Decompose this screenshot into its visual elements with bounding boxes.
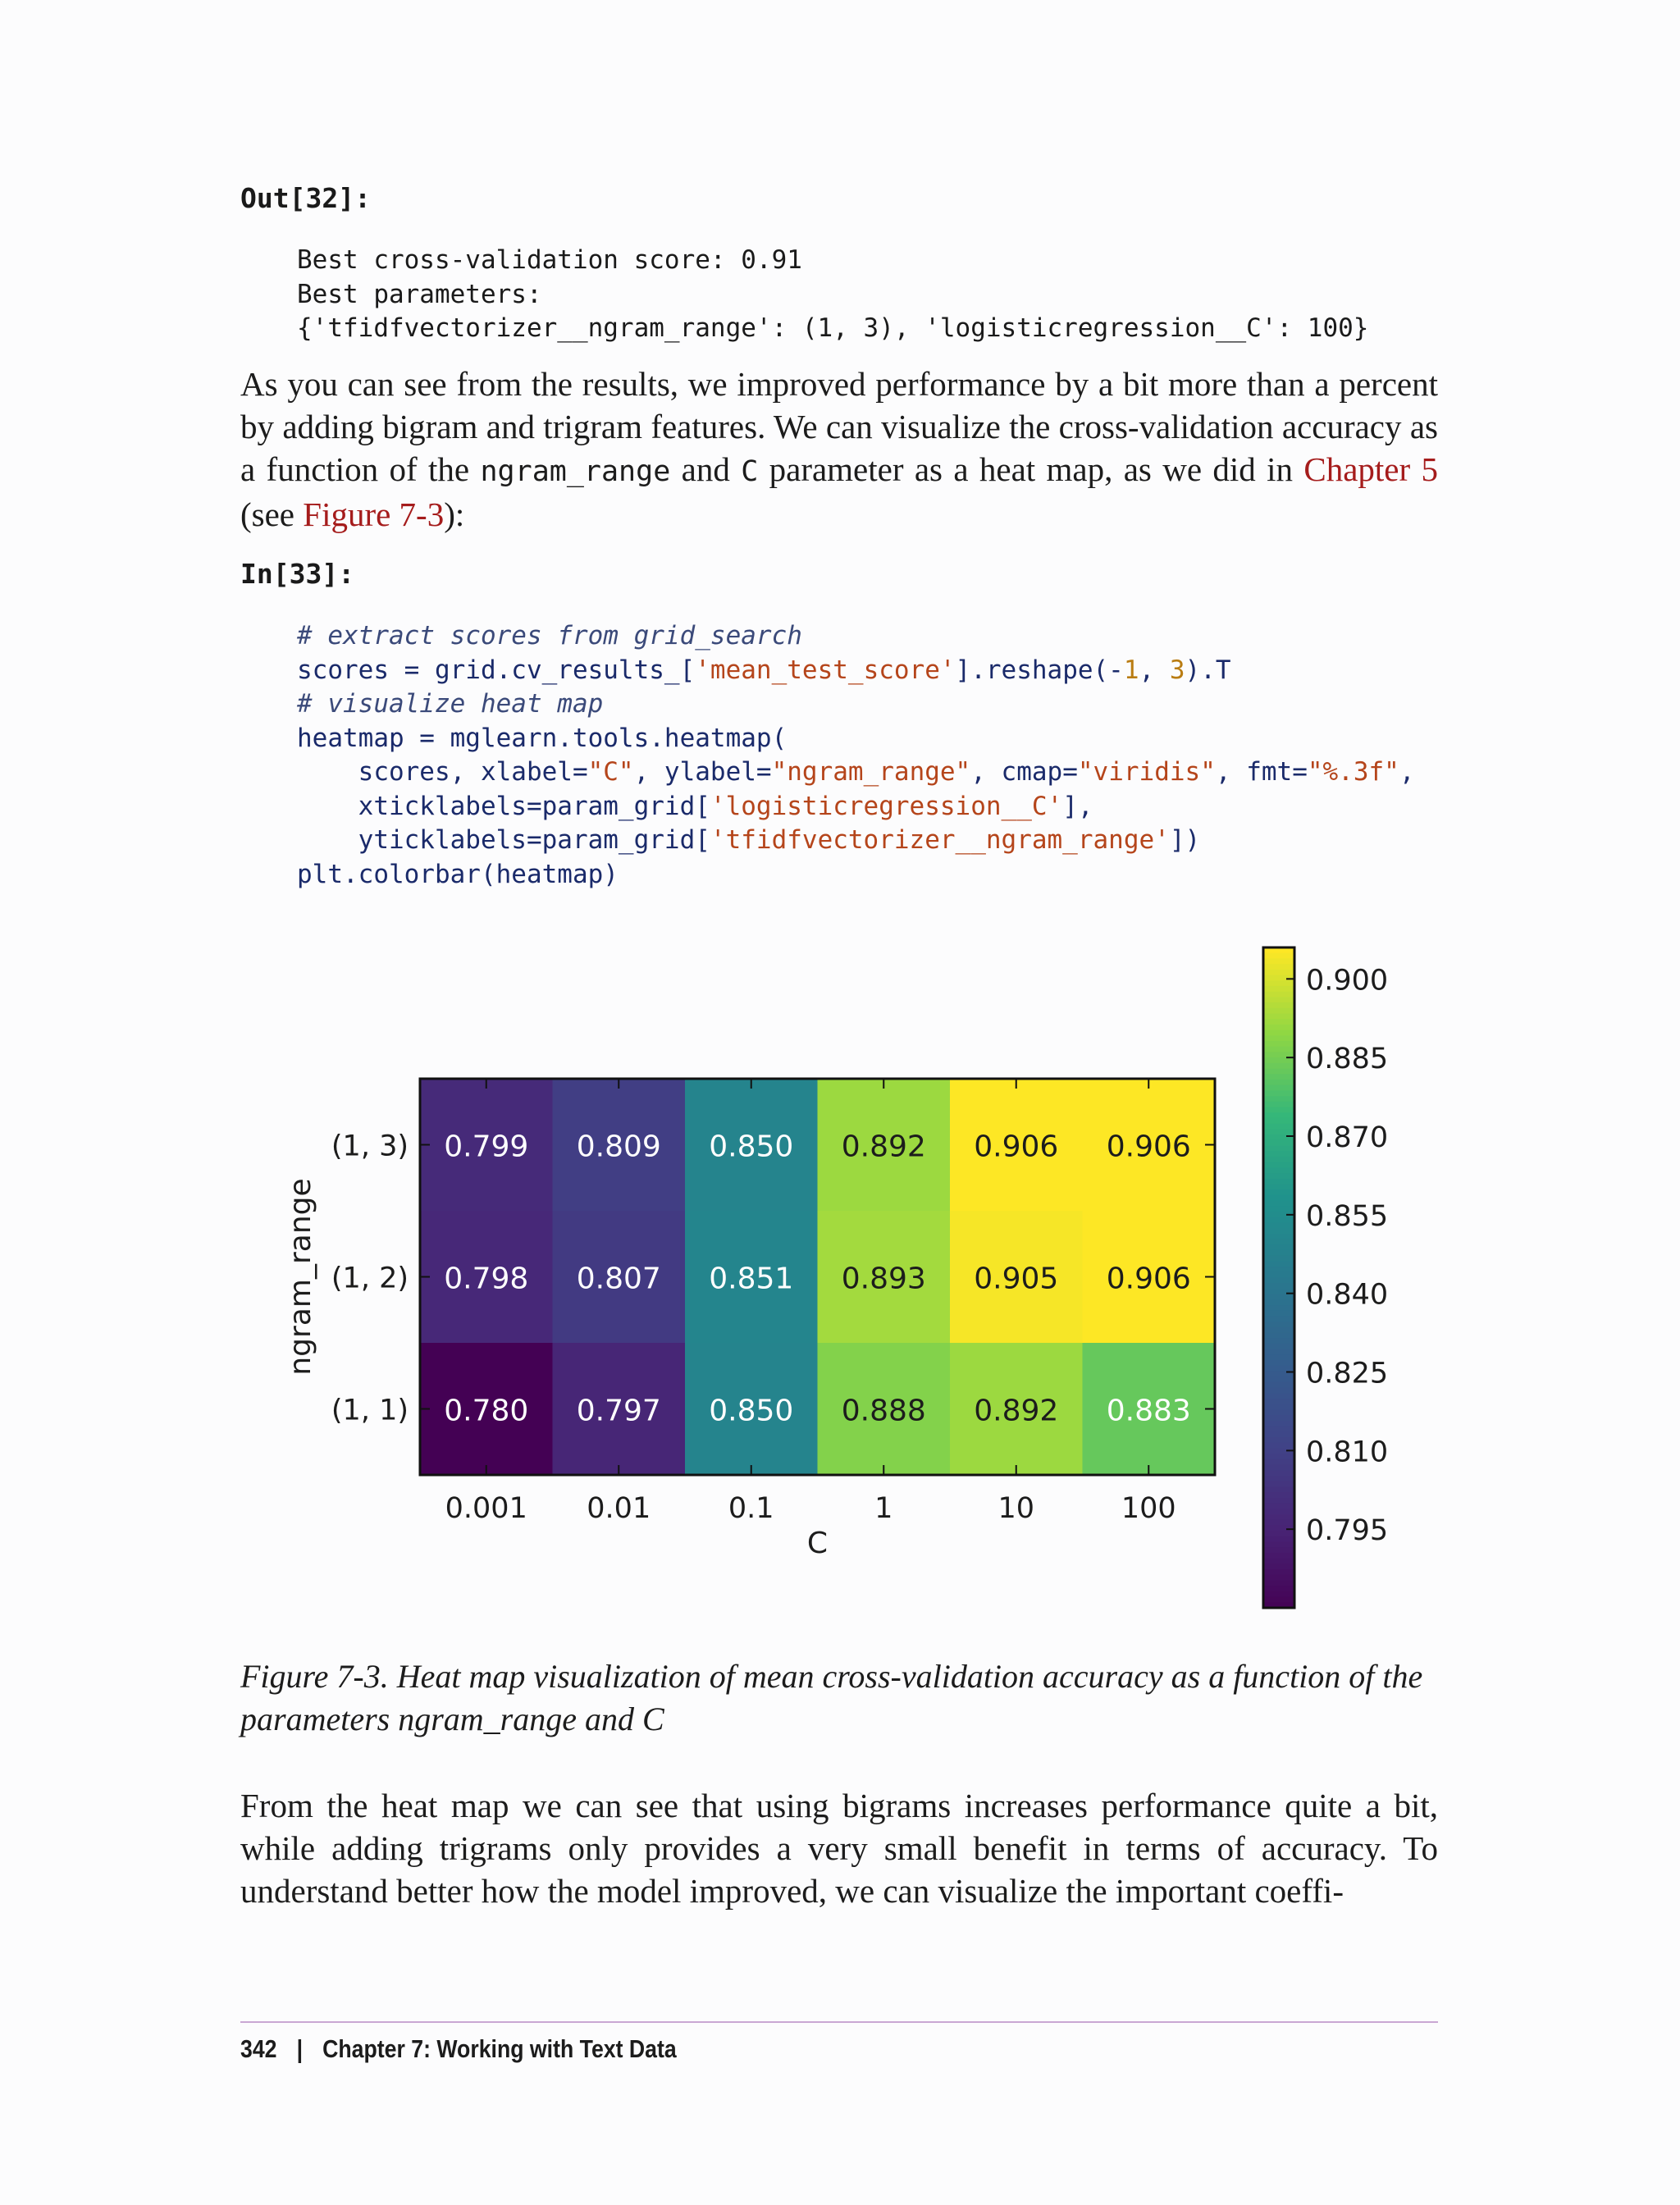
chapter-5-link[interactable]: Chapter 5: [1303, 450, 1438, 488]
colorbar-segment: [1263, 1399, 1294, 1405]
colorbar-segment: [1263, 1431, 1294, 1438]
colorbar-segment: [1263, 1559, 1294, 1565]
colorbar-segment: [1263, 1272, 1294, 1279]
y-tick-label: (1, 1): [331, 1394, 409, 1427]
colorbar-segment: [1263, 1597, 1294, 1604]
colorbar-tick-label: 0.870: [1306, 1121, 1389, 1154]
colorbar-segment: [1263, 1542, 1294, 1549]
colorbar-segment: [1263, 1030, 1294, 1037]
cell-value-label: 0.883: [1106, 1394, 1191, 1428]
colorbar-segment: [1263, 1486, 1294, 1493]
colorbar-segment: [1263, 1366, 1294, 1372]
y-axis-label: ngram_range: [284, 1178, 317, 1376]
cell-value-label: 0.809: [576, 1130, 661, 1164]
cell-value-label: 0.780: [444, 1394, 529, 1428]
colorbar-segment: [1263, 1509, 1294, 1515]
inline-code: C: [741, 455, 759, 488]
colorbar-segment: [1263, 1063, 1294, 1070]
colorbar-segment: [1263, 1415, 1294, 1422]
colorbar-segment: [1263, 1531, 1294, 1537]
colorbar-segment: [1263, 1201, 1294, 1208]
output-prompt-label: Out[32]:: [240, 182, 371, 214]
colorbar-segment: [1263, 986, 1294, 993]
code-string: "viridis": [1077, 757, 1216, 787]
code-number: 3: [1169, 655, 1185, 685]
y-tick-label: (1, 2): [331, 1262, 409, 1295]
code-text: scores = grid.cv_results_[: [297, 655, 696, 685]
colorbar-tick-label: 0.855: [1306, 1199, 1389, 1233]
colorbar-segment: [1263, 1014, 1294, 1020]
colorbar-segment: [1263, 1080, 1294, 1086]
body-paragraph-2: From the heat map we can see that using bigrams increases performance quite a bit, while adding trigrams only provides a very small benefit in terms of accuracy. To understand better how the model improved, we can visualize the important coeffi-: [240, 1787, 1438, 1910]
colorbar-segment: [1263, 1514, 1294, 1521]
colorbar-segment: [1263, 1244, 1294, 1251]
cell-value-label: 0.850: [709, 1130, 794, 1164]
text-run: and: [670, 450, 742, 488]
colorbar-segment: [1263, 1118, 1294, 1125]
heatmap-cells: [420, 1079, 1216, 1476]
colorbar-tick-label: 0.885: [1306, 1043, 1389, 1076]
colorbar-segment: [1263, 1124, 1294, 1130]
output-line: {'tfidfvectorizer__ngram_range': (1, 3), 'logisticregression__C': 100}: [297, 313, 1369, 343]
colorbar-segment: [1263, 1112, 1294, 1119]
colorbar-segment: [1263, 1547, 1294, 1554]
colorbar-segment: [1263, 1465, 1294, 1472]
colorbar-segment: [1263, 1427, 1294, 1433]
colorbar-segment: [1263, 1299, 1294, 1306]
x-tick-label: 10: [998, 1492, 1035, 1525]
code-string: "%.3f": [1307, 757, 1399, 787]
colorbar-segment: [1263, 1481, 1294, 1488]
colorbar-segment: [1263, 1261, 1294, 1267]
colorbar-segment: [1263, 1327, 1294, 1334]
cell-value-label: 0.888: [841, 1394, 926, 1428]
colorbar-segment: [1263, 1410, 1294, 1417]
colorbar-segment: [1263, 1536, 1294, 1543]
colorbar-segment: [1263, 1162, 1294, 1169]
colorbar-segment: [1263, 1234, 1294, 1240]
colorbar-segment: [1263, 1085, 1294, 1092]
text-run: As you can see from the results, we improved performance by a bit more than a percent by adding bigram and trigram features. We can visualize the cross-validation accuracy as a function of the: [240, 365, 1438, 488]
colorbar-segment: [1263, 1140, 1294, 1147]
colorbar-tick-label: 0.840: [1306, 1278, 1389, 1312]
inline-code: ngram_range: [480, 455, 671, 488]
code-comment: # visualize heat map: [297, 689, 604, 719]
colorbar-segment: [1263, 1520, 1294, 1527]
colorbar-segment: [1263, 1107, 1294, 1114]
x-tick-label: 0.1: [728, 1492, 774, 1525]
code-text: , cmap=: [970, 757, 1078, 787]
output-line: Best parameters:: [297, 279, 542, 309]
code-text: ,: [1139, 655, 1170, 685]
colorbar-segment: [1263, 1504, 1294, 1510]
colorbar-segment: [1263, 1338, 1294, 1344]
text-run: parameter as a heat map, as we did in: [758, 450, 1304, 488]
colorbar-tick-label: 0.900: [1306, 964, 1389, 998]
colorbar-segment: [1263, 1222, 1294, 1229]
colorbar-segment: [1263, 1404, 1294, 1411]
colorbar-segment: [1263, 1459, 1294, 1466]
code-comment: # extract scores from grid_search: [297, 621, 802, 651]
code-text: ].reshape(-: [955, 655, 1124, 685]
colorbar-segment: [1263, 1041, 1294, 1048]
colorbar: [1263, 947, 1388, 1609]
colorbar-segment: [1263, 1316, 1294, 1322]
colorbar-segment: [1263, 1393, 1294, 1399]
cell-value-label: 0.906: [974, 1130, 1059, 1164]
colorbar-segment: [1263, 1586, 1294, 1592]
colorbar-segment: [1263, 1278, 1294, 1285]
colorbar-segment: [1263, 1333, 1294, 1340]
code-text: scores, xlabel=: [297, 757, 588, 787]
colorbar-segment: [1263, 1360, 1294, 1367]
cell-value-label: 0.807: [576, 1262, 661, 1296]
x-tick-label: 100: [1121, 1492, 1176, 1525]
colorbar-segment: [1263, 953, 1294, 960]
colorbar-segment: [1263, 1256, 1294, 1262]
colorbar-segment: [1263, 958, 1294, 965]
colorbar-segment: [1263, 1002, 1294, 1009]
colorbar-segment: [1263, 1492, 1294, 1499]
colorbar-segment: [1263, 1129, 1294, 1135]
footer-separator: |: [296, 2034, 304, 2063]
colorbar-segment: [1263, 1157, 1294, 1163]
code-string: "ngram_range": [771, 757, 971, 787]
cell-value-label: 0.893: [841, 1262, 926, 1296]
code-string: "C": [587, 757, 634, 787]
output-block: [297, 244, 1368, 346]
code-text: , fmt=: [1215, 757, 1308, 787]
page-footer: [240, 2034, 677, 2064]
code-string: 'mean_test_score': [695, 655, 956, 685]
colorbar-segment: [1263, 1553, 1294, 1559]
colorbar-segment: [1263, 1228, 1294, 1235]
heatmap-figure: [246, 911, 1427, 1624]
colorbar-segment: [1263, 1564, 1294, 1570]
colorbar-segment: [1263, 1206, 1294, 1212]
colorbar-segment: [1263, 1443, 1294, 1449]
colorbar-segment: [1263, 1090, 1294, 1097]
code-text: , ylabel=: [633, 757, 772, 787]
input-prompt-label: In[33]:: [240, 558, 355, 590]
colorbar-segment: [1263, 1019, 1294, 1025]
colorbar-segment: [1263, 1102, 1294, 1108]
colorbar-segment: [1263, 1454, 1294, 1460]
colorbar-segment: [1263, 1167, 1294, 1174]
colorbar-segment: [1263, 1179, 1294, 1185]
colorbar-segment: [1263, 970, 1294, 976]
colorbar-segment: [1263, 1476, 1294, 1482]
colorbar-segment: [1263, 1470, 1294, 1477]
footer-chapter-title: Chapter 7: Working with Text Data: [322, 2034, 677, 2063]
page-number: 342: [240, 2034, 277, 2063]
colorbar-segment: [1263, 980, 1294, 987]
code-text: ,: [1399, 757, 1415, 787]
colorbar-segment: [1263, 1388, 1294, 1395]
colorbar-segment: [1263, 1498, 1294, 1504]
colorbar-segment: [1263, 1146, 1294, 1153]
text-run: ):: [444, 495, 465, 533]
code-text: ]): [1169, 825, 1201, 855]
figure-7-3-link[interactable]: Figure 7-3: [303, 495, 445, 533]
cell-value-label: 0.906: [1106, 1130, 1191, 1164]
colorbar-segment: [1263, 1057, 1294, 1064]
colorbar-segment: [1263, 1294, 1294, 1301]
colorbar-segment: [1263, 1069, 1294, 1075]
x-tick-label: 0.001: [445, 1492, 527, 1525]
y-tick-label: (1, 3): [331, 1130, 409, 1163]
colorbar-tick-label: 0.825: [1306, 1357, 1389, 1390]
colorbar-segment: [1263, 1173, 1294, 1180]
colorbar-segment: [1263, 1382, 1294, 1389]
colorbar-segment: [1263, 1283, 1294, 1290]
colorbar-segment: [1263, 1354, 1294, 1361]
colorbar-segment: [1263, 1437, 1294, 1444]
cell-value-label: 0.797: [576, 1394, 661, 1428]
colorbar-segment: [1263, 1217, 1294, 1224]
colorbar-tick-label: 0.795: [1306, 1514, 1389, 1548]
colorbar-segment: [1263, 992, 1294, 998]
colorbar-segment: [1263, 1250, 1294, 1257]
colorbar-segment: [1263, 1151, 1294, 1157]
cell-value-label: 0.892: [974, 1394, 1059, 1428]
colorbar-segment: [1263, 1025, 1294, 1031]
colorbar-segment: [1263, 1575, 1294, 1582]
colorbar-segment: [1263, 1189, 1294, 1196]
colorbar-segment: [1263, 1580, 1294, 1586]
colorbar-segment: [1263, 964, 1294, 970]
code-string: 'logisticregression__C': [710, 791, 1063, 821]
colorbar-segment: [1263, 1322, 1294, 1328]
colorbar-segment: [1263, 997, 1294, 1003]
output-line: Best cross-validation score: 0.91: [297, 245, 802, 275]
colorbar-segment: [1263, 1047, 1294, 1053]
code-text: heatmap = mglearn.tools.heatmap(: [297, 723, 788, 753]
colorbar-segment: [1263, 1096, 1294, 1102]
cell-value-label: 0.799: [444, 1130, 529, 1164]
cell-value-label: 0.892: [841, 1130, 926, 1164]
text-run: (see: [240, 495, 304, 533]
x-axis-label: C: [806, 1527, 829, 1560]
colorbar-segment: [1263, 1267, 1294, 1273]
code-block: [297, 619, 1415, 892]
colorbar-segment: [1263, 1344, 1294, 1350]
figure-caption: Figure 7-3. Heat map visualization of mean cross-validation accuracy as a function of the parameters ngram_range and C: [240, 1658, 1423, 1737]
code-text: ).T: [1185, 655, 1231, 685]
code-string: 'tfidfvectorizer__ngram_range': [710, 825, 1170, 855]
x-tick-label: 0.01: [587, 1492, 651, 1525]
colorbar-segment: [1263, 1008, 1294, 1015]
colorbar-segment: [1263, 1376, 1294, 1383]
colorbar-tick-label: 0.810: [1306, 1436, 1389, 1469]
cell-value-label: 0.850: [709, 1394, 794, 1428]
cell-value-label: 0.905: [974, 1262, 1059, 1296]
code-text: plt.colorbar(heatmap): [297, 859, 619, 889]
code-text: xticklabels=param_grid[: [297, 791, 710, 821]
colorbar-segment: [1263, 1311, 1294, 1317]
code-text: ],: [1062, 791, 1093, 821]
colorbar-segment: [1263, 1569, 1294, 1576]
cell-value-label: 0.851: [709, 1262, 794, 1296]
footer-rule: [240, 2021, 1438, 2023]
colorbar-segment: [1263, 1305, 1294, 1312]
code-text: yticklabels=param_grid[: [297, 825, 710, 855]
colorbar-segment: [1263, 1035, 1294, 1042]
colorbar-segment: [1263, 1239, 1294, 1246]
cell-value-label: 0.906: [1106, 1262, 1191, 1296]
colorbar-segment: [1263, 1349, 1294, 1356]
code-number: 1: [1123, 655, 1139, 685]
colorbar-segment: [1263, 1074, 1294, 1080]
x-tick-label: 1: [874, 1492, 893, 1525]
cell-value-label: 0.798: [444, 1262, 529, 1296]
colorbar-segment: [1263, 1195, 1294, 1202]
colorbar-segment: [1263, 1184, 1294, 1190]
body-paragraph-1: [240, 363, 1438, 536]
colorbar-segment: [1263, 1591, 1294, 1598]
colorbar-segment: [1263, 1421, 1294, 1427]
